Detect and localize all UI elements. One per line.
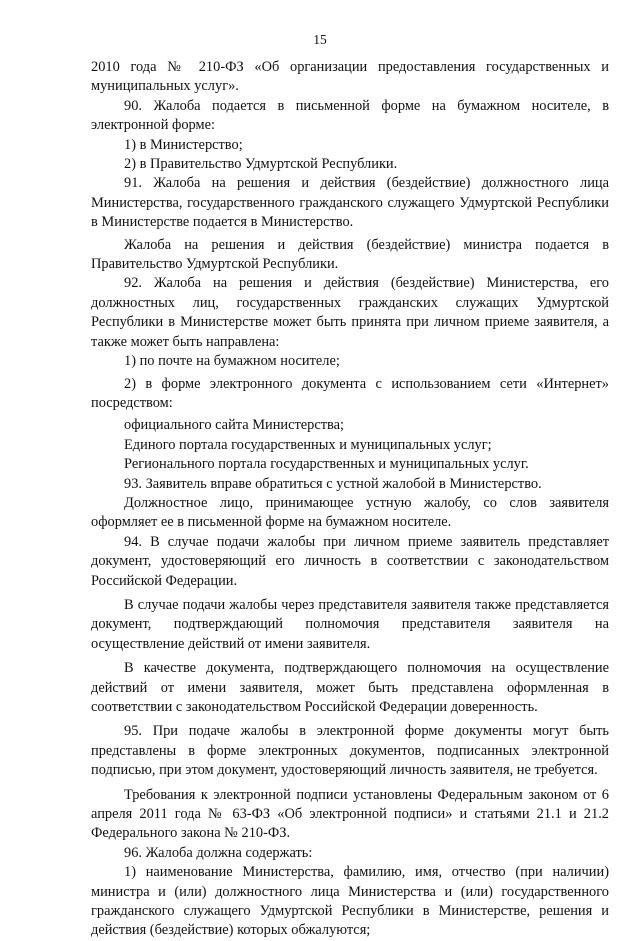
list-item-government: 2) в Правительство Удмуртской Республики. (124, 156, 398, 173)
paragraph-representative: В случае подачи жалобы через представителя заявителя также представляется документ, подтверждающий полномочия представителя заявителя на осуществление действий от имени заявителя. (91, 596, 609, 652)
page-number: 15 (313, 32, 327, 47)
paragraph-96: 96. Жалоба должна содержать: (124, 844, 313, 861)
paragraph-94: 94. В случае подачи жалобы при личном приеме заявитель представляет документ, удостоверяющий его личность в соответствии с законодательством Российской Федерации. (91, 533, 609, 589)
paragraph-signature-requirements: Требования к электронной подписи установлены Федеральным законом от 6 апреля 2011 года № 63-ФЗ «Об электронной подписи» и статьями 21.1 и 21.2 Федерального закона № 210-ФЗ. (91, 786, 609, 842)
list-item-electronic: 2) в форме электронного документа с использованием сети «Интернет» посредством: (91, 375, 609, 411)
paragraph-power-of-attorney: В качестве документа, подтверждающего полномочия на осуществление действий от имени заявителя, может быть представлена оформленная в соответствии с законодательством Российской Федерации доверенность. (91, 660, 609, 715)
paragraph-93: 93. Заявитель вправе обратиться с устной жалобой в Министерство. (124, 475, 542, 492)
list-item-ministry: 1) в Министерство; (124, 136, 243, 153)
list-item-post: 1) по почте на бумажном носителе; (124, 353, 340, 370)
paragraph-minister-complaint: Жалоба на решения и действия (бездействие) министра подается в Правительство Удмуртской Республики. (91, 236, 609, 273)
paragraph-90: 90. Жалоба подается в письменной форме на бумажном носителе, в электронной форме: (91, 97, 609, 134)
document-body (91, 58, 609, 941)
paragraph-91: 91. Жалоба на решения и действия (бездействие) должностного лица Министерства, государственного гражданского служащего Удмуртской Республики в Министерстве подается в Министерство. (91, 175, 609, 231)
list-item-official-site: официального сайта Министерства; (124, 417, 345, 434)
paragraph-92: 92. Жалоба на решения и действия (бездействие) Министерства, его должностных лиц, государственных гражданских служащих Удмуртской Республики в Министерстве может быть принята при личном приеме заявителя, а также может быть направлена: (91, 275, 609, 350)
paragraph-oral-complaint: Должностное лицо, принимающее устную жалобу, со слов заявителя оформляет ее в письменной форме на бумажном носителе. (91, 494, 609, 531)
paragraph-law-reference: 2010 года № 210-ФЗ «Об организации предоставления государственных и муниципальных услуг». (91, 59, 609, 95)
paragraph-95: 95. При подаче жалобы в электронной форме документы могут быть представлены в форме электронных документов, подписанных электронной подписью, при этом документ, удостоверяющий личность заявителя, не требуется. (91, 723, 609, 779)
list-item-complaint-content-1: 1) наименование Министерства, фамилию, имя, отчество (при наличии) министра и (или) должностного лица Министерства и (или) государственного гражданского служащего Удмуртской Республики в Министерстве, решения и действия (бездействие) которых обжалуются; (91, 864, 609, 939)
list-item-regional-portal: Регионального портала государственных и муниципальных услуг. (124, 456, 529, 473)
list-item-unified-portal: Единого портала государственных и муниципальных услуг; (124, 436, 492, 453)
